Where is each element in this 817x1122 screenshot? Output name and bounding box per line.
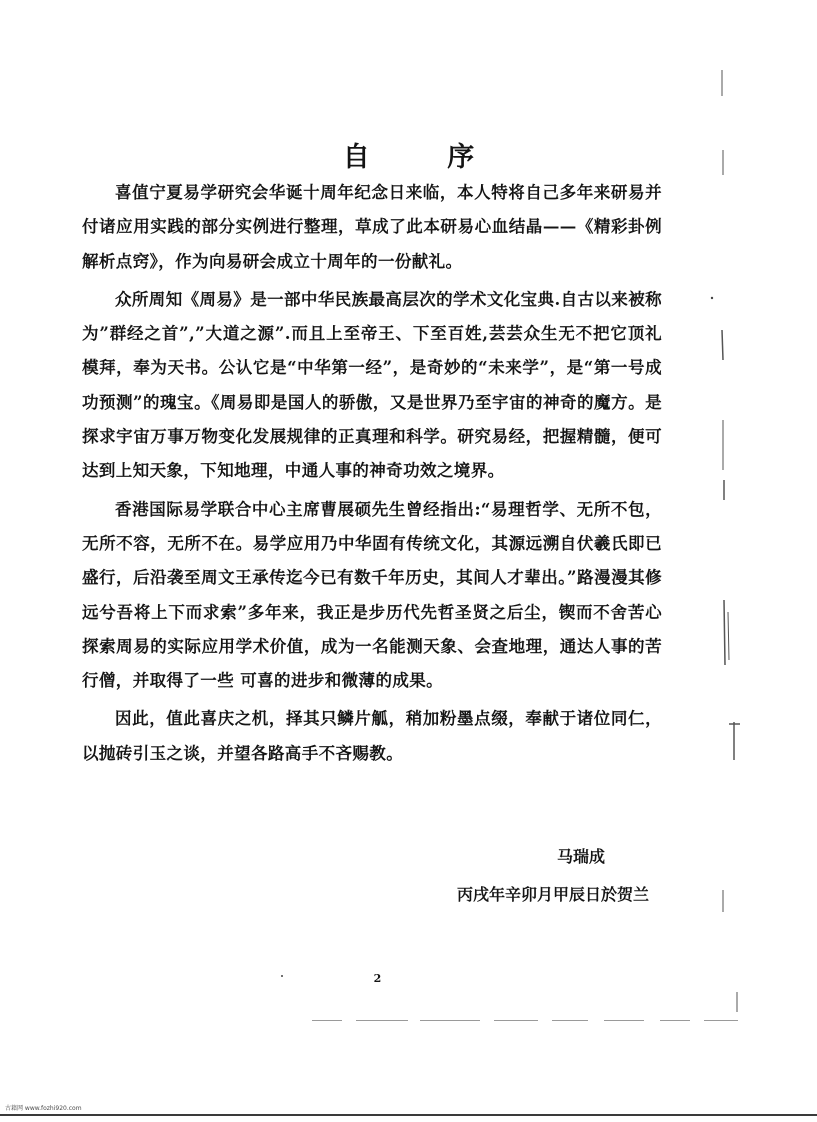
page-number: 2 bbox=[373, 972, 382, 985]
date-line: 丙戌年辛卯月甲辰日於贺兰 bbox=[456, 885, 649, 904]
bottom-rule bbox=[0, 1114, 817, 1116]
footer-dash bbox=[420, 1020, 480, 1021]
scan-edge-line bbox=[724, 600, 725, 665]
paragraph-4: 因此，值此喜庆之机，择其只鳞片觚，稍加粉墨点缀，奉献于诸位同仁，以抛砖引玉之谈，并望各路高手不吝赐教。 bbox=[82, 709, 662, 763]
footer-dash bbox=[604, 1020, 644, 1021]
footer-dash bbox=[552, 1020, 588, 1021]
scan-edge-line bbox=[728, 612, 729, 660]
signature-block bbox=[457, 838, 649, 914]
watermark: 古籍网 www.fozhi920.com bbox=[5, 1105, 82, 1112]
footer-dash bbox=[704, 1020, 738, 1021]
paragraph-3: 香港国际易学联合中心主席曹展硕先生曾经指出:“易理哲学、无所不包，无所不容，无所不在。易学应用乃中华固有传统文化，其源远溯自伏羲氏即已盛行，后沿袭至周文王承传迄今已有数千年历史，其间人才辈出。”路漫漫其修远兮吾将上下而求索”多年来，我正是步历代先哲圣贤之后尘，锲而不舍苦心探索周易的实际应用学术价值，成为一名能测天象、会查地理，通达人事的苦行僧，并取得了一些 可喜的进步和微薄的成果。 bbox=[82, 499, 662, 691]
scan-speck bbox=[711, 297, 713, 299]
footer-dash bbox=[356, 1020, 408, 1021]
footer-dash bbox=[660, 1020, 690, 1021]
author-name: 马瑞成 bbox=[556, 847, 605, 866]
scan-edge-line bbox=[722, 330, 723, 360]
page-title: 自 序 bbox=[342, 142, 509, 173]
paragraph-2: 众所周知《周易》是一部中华民族最高层次的学术文化宝典.自古以来被称为”群经之首”,”大道之源”.而且上至帝王、下至百姓,芸芸众生无不把它顶礼模拜，奉为天书。公认它是“中华第一经”，是奇妙的“未来学”，是“第一号成功预测”的瑰宝。《周易即是国人的骄傲，又是世界乃至宇宙的神奇的魔方。是探求宇宙万事万物变化发展规律的正真理和科学。研究易经，把握精髓，便可达到上知天象，下知地理，中通人事的神奇功效之境界。 bbox=[82, 289, 662, 481]
paragraph-1: 喜值宁夏易学研究会华诞十周年纪念日来临，本人特将自己多年来研易并付诸应用实践的部分实例进行整理，草成了此本研易心血结晶——《精彩卦例解析点窍》，作为向易研会成立十周年的一份献礼。 bbox=[82, 183, 662, 271]
preface-body bbox=[82, 176, 662, 771]
footer-dash bbox=[494, 1020, 538, 1021]
footer-dash bbox=[312, 1020, 342, 1021]
